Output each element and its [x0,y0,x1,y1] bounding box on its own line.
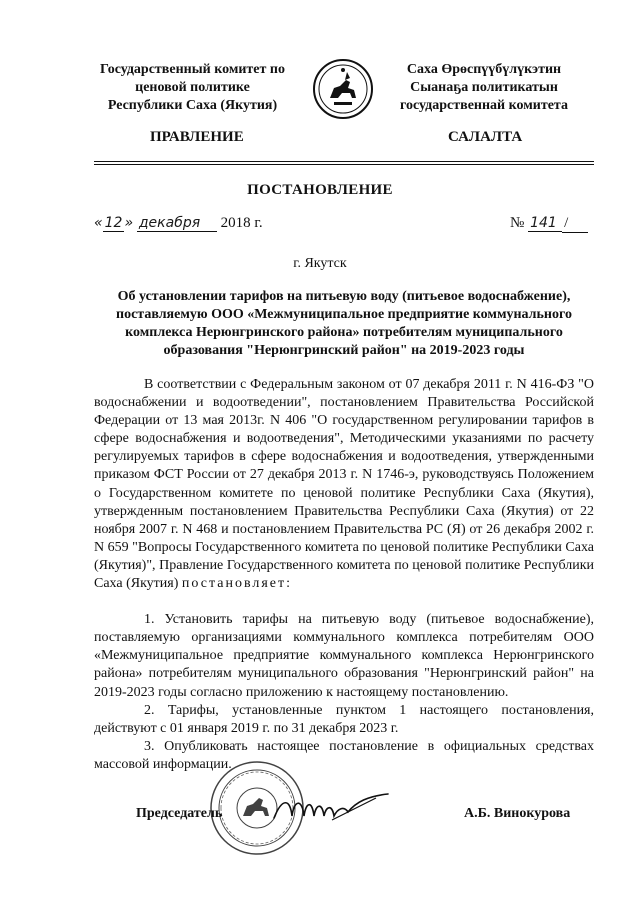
header-rule-top [94,161,594,162]
date-month: декабря [137,215,217,232]
issuer-line: ценовой политике [135,80,250,95]
preamble-text: В соответствии с Федеральным законом от 07 декабря 2011 г. N 416-ФЗ "О водоснабжении и водоотведении", постановлением Правительства Российской Федерации от 13 мая 2013г. N 406 "О государственном регулировании тарифов в сфере водоснабжения и водоотведения", Методическими указаниями по расчету регулируемых тарифов в сфере водоснабжения и водоотведения, утвержденными приказом ФСТ России от 27 декабря 2013 г. N 1746-э, руководствуясь Положением о Государственном комитете по ценовой политике Республики Саха (Якутия), утвержденным постановлением Правительства Республики Саха (Якутия) от 22 ноября 2007 г. N 468 и постановлением Правительства РС (Я) от 26 декабря 2002 г. N 659 "Вопросы Государственного комитета по ценовой политике Республики Саха (Якутия)", Правление Государственного комитета по ценовой политике Республики Саха (Якутия) [94,377,594,592]
header-rule-bottom [94,164,594,165]
resolution-item-2: 2. Тарифы, установленные пунктом 1 настоящего постановления, действуют с 01 января 2019 г. по 31 декабря 2023 г. [94,702,594,736]
document-subject [94,288,594,360]
subject-line: Об установлении тарифов на питьевую воду (питьевое водоснабжение), [117,289,571,304]
sakha-emblem-icon [312,58,374,120]
subject-line: поставляемую ООО «Межмуниципальное предприятие коммунального [116,307,572,322]
date-quote-open: « [94,215,103,231]
resolution-item-1: 1. Установить тарифы на питьевую воду (питьевое водоснабжение), поставляемую организациями коммунального комплекса потребителям ООО «Межмуниципальное предприятие коммунального комплекса Нерюнгринского района» потребителям муниципального образования "Нерюнгринский район" на 2019-2023 годы согласно приложению к настоящему постановлению. [94,612,594,700]
document-date [94,215,263,232]
number-suffix: / [562,215,588,233]
issuer-line: Республики Саха (Якутия) [107,98,278,113]
issuer-line: Государственный комитет по [100,62,285,77]
document-body [94,376,594,774]
subject-line: образования "Нерюнгринский район" на 2019-2023 годы [163,343,525,358]
handwritten-signature [272,788,392,828]
issuer-line: государственнай комитета [400,98,568,113]
resolves-word: постановляет: [181,576,293,592]
board-label-russian: ПРАВЛЕНИЕ [150,129,244,145]
board-label-sakha: САЛАЛТА [448,129,523,145]
issuer-name-russian [80,61,305,115]
date-quote-close: » [124,215,134,231]
document-type-title: ПОСТАНОВЛЕНИЕ [247,182,393,198]
date-year: 2018 г. [220,215,263,231]
number-prefix: № [510,215,525,231]
resolution-item-3: 3. Опубликовать настоящее постановление в официальных средствах массовой информации. [94,738,594,772]
issuer-name-sakha [378,61,590,115]
issuer-line: Сыанаҕа политикатын [410,80,558,95]
date-day: 12 [104,215,123,231]
signatory-title: Председатель [136,806,223,821]
document-number [510,215,588,233]
place-of-issue: г. Якутск [293,256,347,271]
subject-line: комплекса Нерюнгринского района» потребителям муниципального [125,325,563,340]
signatory-name: А.Б. Винокурова [464,806,571,821]
number-value: 141 [528,215,562,232]
preamble-paragraph [94,376,594,593]
issuer-line: Саха Өрөспүүбүлүкэтин [406,62,562,77]
